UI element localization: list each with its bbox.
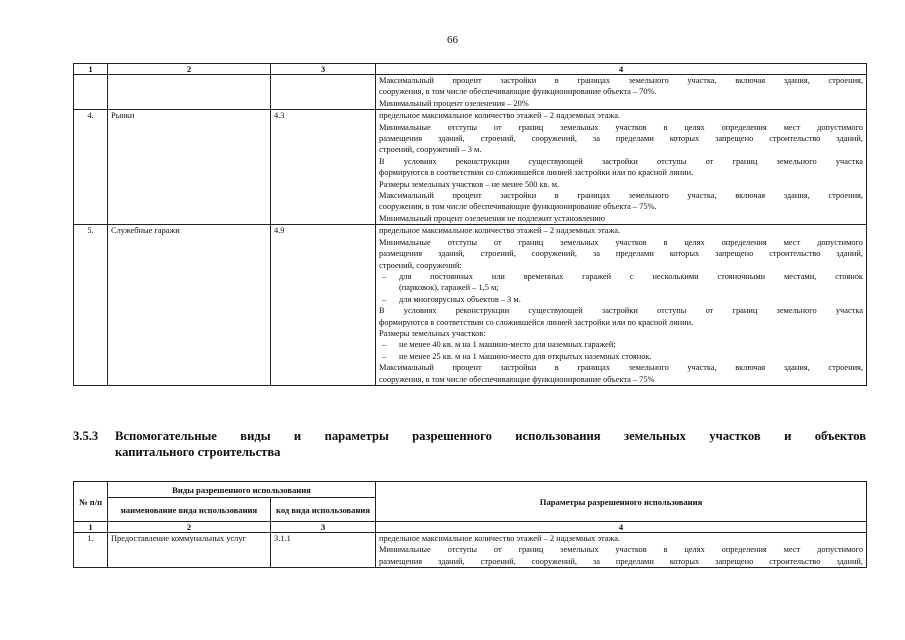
use-code: 3.1.1: [271, 533, 376, 568]
use-code: [271, 75, 376, 110]
section-heading: [73, 428, 866, 460]
use-code: 4.3: [271, 110, 376, 225]
param-line: размещения зданий, строений, сооружений, за пределами которых запрещено строительство зданий,: [379, 249, 863, 259]
param-line: Минимальные отступы от границ земельных участков в целях определения мест допустимого: [379, 545, 864, 555]
param-line: Минимальные отступы от границ земельных участков в целях определения мест допустимого: [379, 122, 863, 132]
use-parameters: [376, 75, 867, 110]
param-line: размещения зданий, строений, сооружений, за пределами которых запрещено строительство зданий,: [379, 134, 863, 144]
param-line: предельное максимальное количество этажей – 2 надземных этажа.: [379, 226, 621, 236]
param-line: Минимальный процент озеленения не подлежит установлению: [379, 213, 606, 223]
dash-marker: –: [382, 271, 387, 281]
dash-list-item: [379, 351, 863, 362]
param-line: сооружения, в том числе обеспечивающие функционирование объекта – 70%.: [379, 87, 657, 97]
row-number: 1.: [74, 533, 108, 568]
param-line: предельное максимальное количество этажей – 2 надземных этажа.: [379, 111, 621, 121]
param-line: не менее 25 кв. м на 1 машино-место для открытых наземных стоянок.: [399, 351, 652, 361]
header-parameters: Параметры разрешенного использования: [376, 482, 867, 522]
table-row: [74, 225, 867, 386]
use-parameters: [376, 110, 867, 225]
dash-list-item: [379, 294, 863, 305]
section-title-line-2: капитального строительства: [115, 445, 281, 459]
table-row: [74, 75, 867, 110]
param-line: (парковок), гаражей – 1,5 м;: [399, 283, 499, 293]
dash-marker: –: [382, 351, 387, 361]
use-name: Рынки: [108, 110, 271, 225]
param-line: размещения зданий, строений, сооружений, за пределами которых запрещено строительство зданий,: [379, 556, 864, 566]
param-line: не менее 40 кв. м на 1 машино-место для наземных гаражей;: [399, 340, 616, 350]
use-name: Служебные гаражи: [108, 225, 271, 386]
use-name: Предоставление коммунальных услуг: [108, 533, 271, 568]
use-parameters: [376, 533, 867, 568]
param-line: Максимальный процент застройки в границах земельного участка, включая здания, строения,: [379, 363, 863, 373]
header-row-number: № п/п: [74, 482, 108, 522]
param-line: Размеры земельных участков:: [379, 328, 486, 338]
param-line: Минимальные отступы от границ земельных участков в целях определения мест допустимого: [379, 237, 863, 247]
param-line: строений, сооружений – 3 м.: [379, 145, 482, 155]
param-line: В условиях реконструкции существующей застройки отступы от границ земельного участка: [379, 306, 863, 316]
param-line: Минимальный процент озеленения – 20%: [379, 98, 529, 108]
param-line: сооружения, в том числе обеспечивающие функционирование объекта – 75%.: [379, 202, 657, 212]
index-col-1: 1: [74, 522, 108, 533]
permitted-use-table-main: [73, 63, 867, 386]
row-number: [74, 75, 108, 110]
table-header-row: [74, 64, 867, 75]
table-row: [74, 110, 867, 225]
header-use-name: наименование вида использования: [108, 498, 271, 522]
param-line: для постоянных или временных гаражей с несколькими стояночными местами, стоянок: [399, 271, 863, 281]
param-line: формируются в соответствии со сложившейся линией застройки или по красной линии.: [379, 317, 694, 327]
section-title-line-1: Вспомогательные виды и параметры разрешенного использования земельных участков и объектов: [115, 429, 866, 443]
dash-list-item: [379, 339, 863, 350]
use-code: 4.9: [271, 225, 376, 386]
header-use-types: Виды разрешенного использования: [108, 482, 376, 498]
header-col-1: 1: [74, 64, 108, 75]
param-line: Размеры земельных участков – не менее 500 кв. м.: [379, 179, 560, 189]
param-line: для многоярусных объектов – 3 м.: [399, 294, 521, 304]
dash-marker: –: [382, 340, 387, 350]
param-line: Максимальный процент застройки в границах земельного участка, включая здания, строения,: [379, 76, 863, 85]
use-parameters: [376, 225, 867, 386]
table-row: [74, 533, 867, 568]
page-number: 66: [447, 34, 458, 46]
use-name: [108, 75, 271, 110]
dash-marker: –: [382, 294, 387, 304]
param-line: строений, сооружений:: [379, 260, 462, 270]
header-col-4: 4: [376, 64, 867, 75]
header-use-code: код вида использования: [271, 498, 376, 522]
table-index-row: [74, 522, 867, 533]
table-header-row: [74, 482, 867, 498]
header-col-3: 3: [271, 64, 376, 75]
auxiliary-use-table: [73, 481, 867, 568]
index-col-2: 2: [108, 522, 271, 533]
param-line: сооружения, в том числе обеспечивающие функционирование объекта – 75%: [379, 374, 655, 384]
dash-list-item: [379, 271, 863, 294]
param-line: В условиях реконструкции существующей застройки отступы от границ земельного участка: [379, 156, 863, 166]
param-line: Максимальный процент застройки в границах земельного участка, включая здания, строения,: [379, 191, 863, 201]
index-col-3: 3: [271, 522, 376, 533]
row-number: 4.: [74, 110, 108, 225]
param-line: предельное максимальное количество этажей – 2 надземных этажа.: [379, 534, 621, 543]
param-line: формируются в соответствии со сложившейся линией застройки или по красной линии.: [379, 168, 694, 178]
header-col-2: 2: [108, 64, 271, 75]
section-number: 3.5.3: [73, 429, 99, 443]
row-number: 5.: [74, 225, 108, 386]
index-col-4: 4: [376, 522, 867, 533]
